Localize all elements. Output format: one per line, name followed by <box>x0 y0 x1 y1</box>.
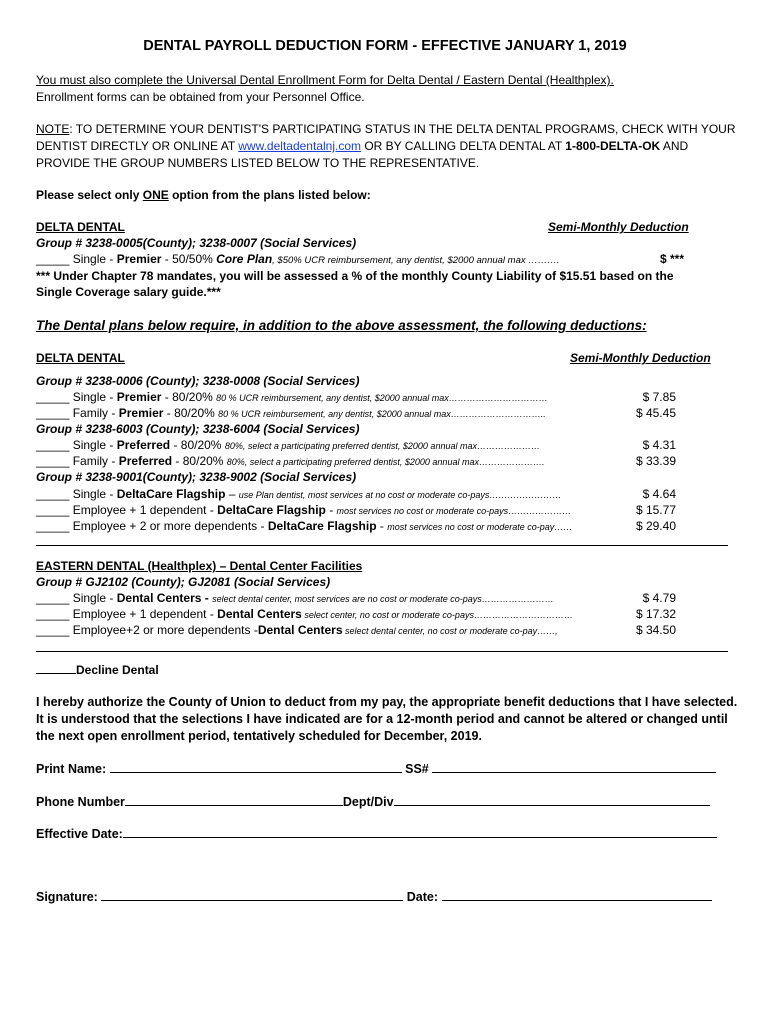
plan-name: Premier <box>118 406 164 420</box>
section2-heading: DELTA DENTAL <box>36 351 125 365</box>
option-desc: , $50% UCR reimbursement, any dentist, $2000 annual max ………. <box>272 255 560 266</box>
note-line-1 <box>36 122 736 136</box>
plan-option-row[interactable] <box>36 487 676 503</box>
plan-option-row[interactable] <box>36 454 676 470</box>
note-text-2b: OR BY CALLING DELTA DENTAL AT <box>361 139 566 153</box>
section2-deduction-label: Semi-Monthly Deduction <box>570 351 711 365</box>
option-mid: - <box>376 519 388 533</box>
option-price: $ 4.64 <box>642 487 676 501</box>
section1-heading: DELTA DENTAL <box>36 220 125 234</box>
note-text-1: : TO DETERMINE YOUR DENTIST'S PARTICIPATING STATUS IN THE DELTA DENTAL PROGRAMS, CHECK WITH YOUR <box>69 122 736 136</box>
option-pre: Single - <box>69 438 117 452</box>
option-pre: Single - <box>69 252 117 266</box>
plan-option-row[interactable] <box>36 438 676 454</box>
option-pre: Employee+2 or more dependents - <box>69 623 258 637</box>
core-plan-label: Core Plan <box>216 252 273 266</box>
option-mid: - 80/20% <box>161 390 217 404</box>
plan-option-row[interactable] <box>36 406 676 422</box>
decline-dental-option[interactable] <box>36 662 159 677</box>
intro-line-2: Enrollment forms can be obtained from your Personnel Office. <box>36 90 365 104</box>
option-mid: - <box>325 503 337 517</box>
print-name-input[interactable] <box>110 761 402 773</box>
note-text-2c: AND <box>660 139 689 153</box>
option-mid: - 50/50% <box>161 252 217 266</box>
decline-label: Decline Dental <box>76 663 159 677</box>
selection-blank[interactable]: _____ <box>36 487 70 501</box>
plan-name: DeltaCare Flagship <box>116 487 226 501</box>
plan-name: Premier <box>116 252 162 266</box>
option-mid: - 80/20% <box>163 406 219 420</box>
plan-name: DeltaCare Flagship <box>267 519 377 533</box>
option-price: $ 33.39 <box>635 454 676 468</box>
option-price: $ 4.31 <box>642 438 676 452</box>
plan-option-row[interactable] <box>36 607 676 623</box>
print-name-label: Print Name: <box>36 762 107 776</box>
group-label: Group # 3238-6003 (County); 3238-6004 (Social Services) <box>36 422 360 436</box>
group-label: Group # 3238-0006 (County); 3238-0008 (Social Services) <box>36 374 360 388</box>
option-pre: Family - <box>69 454 119 468</box>
note-line-3: PROVIDE THE GROUP NUMBERS LISTED BELOW TO THE REPRESENTATIVE. <box>36 156 480 170</box>
selection-blank[interactable]: _____ <box>36 591 70 605</box>
option-price: $ 15.77 <box>635 503 676 517</box>
select-instruction <box>36 188 371 202</box>
authorize-line-2: It is understood that the selections I have indicated are for a 12-month period and cannot be altered or changed until <box>36 712 728 726</box>
option-desc: select dental center, most services are no cost or moderate co-pays…………………… <box>212 594 554 604</box>
date-input[interactable] <box>442 889 712 901</box>
dept-input[interactable] <box>394 794 710 806</box>
plan-option-row[interactable] <box>36 591 676 607</box>
note-text-2a: DENTIST DIRECTLY OR ONLINE AT <box>36 139 239 153</box>
option-pre: Employee + 1 dependent - <box>69 607 218 621</box>
selection-blank[interactable]: _____ <box>36 503 70 517</box>
premier-core-option[interactable] <box>36 252 684 268</box>
option-price: $ 4.79 <box>642 591 676 605</box>
plan-name: DeltaCare Flagship <box>217 503 326 517</box>
option-desc: select center, no cost or moderate co-pays…………………………… <box>301 610 573 620</box>
select-pre: Please select only <box>36 188 143 202</box>
select-one: ONE <box>142 188 169 202</box>
selection-blank[interactable]: _____ <box>36 454 70 468</box>
option-pre: Employee + 1 dependent - <box>69 503 218 517</box>
phone-input[interactable] <box>125 794 343 806</box>
selection-blank[interactable]: _____ <box>36 623 70 637</box>
option-desc: 80 % UCR reimbursement, any dentist, $2000 annual max………………………….. <box>218 409 546 419</box>
effective-date-label: Effective Date: <box>36 827 123 841</box>
selection-blank[interactable]: _____ <box>36 390 70 404</box>
plan-option-row[interactable] <box>36 503 676 519</box>
divider <box>36 651 728 652</box>
option-desc: select dental center, no cost or moderate co-pay……, <box>342 626 558 636</box>
plan-option-row[interactable] <box>36 623 676 639</box>
select-post: option from the plans listed below: <box>168 188 371 202</box>
phone-row <box>36 794 710 809</box>
section1-group: Group # 3238-0005(County); 3238-0007 (Social Services) <box>36 236 357 250</box>
section3-group: Group # GJ2102 (County); GJ2081 (Social Services) <box>36 575 331 589</box>
option-desc: 80 % UCR reimbursement, any dentist, $2000 annual max…………………………… <box>216 393 548 403</box>
plan-option-row[interactable] <box>36 519 676 535</box>
print-name-row <box>36 761 716 776</box>
authorize-line-3: the next open enrollment period, tentatively scheduled for December, 2019. <box>36 729 482 743</box>
mandate-line-2: Single Coverage salary guide.*** <box>36 285 221 299</box>
section1-deduction-label: Semi-Monthly Deduction <box>548 220 689 234</box>
section3-heading: EASTERN DENTAL (Healthplex) – Dental Center Facilities <box>36 559 363 573</box>
option-desc: most services no cost or moderate co-pay…… <box>387 522 573 532</box>
option-desc: most services no cost or moderate co-pays………………… <box>336 506 572 516</box>
intro-line-1: You must also complete the Universal Dental Enrollment Form for Delta Dental / Eastern Dental (Healthplex). <box>36 73 614 87</box>
effective-date-input[interactable] <box>123 826 717 838</box>
signature-input[interactable] <box>101 889 403 901</box>
option-desc: 80%, select a participating preferred dentist, $2000 annual max…………………. <box>226 457 545 467</box>
selection-blank[interactable]: _____ <box>36 438 70 452</box>
option-price: $ *** <box>659 252 684 266</box>
authorize-line-1: I hereby authorize the County of Union to deduct from my pay, the appropriate benefit deductions that I have selected. <box>36 695 738 709</box>
selection-blank[interactable]: _____ <box>36 252 70 266</box>
phone-label: Phone Number <box>36 795 125 809</box>
option-price: $ 7.85 <box>642 390 676 404</box>
delta-dental-link[interactable]: www.deltadentalnj.com <box>238 139 361 153</box>
ss-input[interactable] <box>432 761 716 773</box>
option-price: $ 29.40 <box>635 519 676 533</box>
option-desc: 80%, select a participating preferred dentist, $2000 annual max………………… <box>224 441 540 451</box>
plan-name: Dental Centers <box>217 607 302 621</box>
note-line-2 <box>36 139 688 153</box>
option-price: $ 17.32 <box>635 607 676 621</box>
option-mid: - 80/20% <box>170 438 225 452</box>
signature-row <box>36 889 712 904</box>
option-pre: Single - <box>69 390 117 404</box>
option-pre: Employee + 2 or more dependents - <box>69 519 268 533</box>
dept-label: Dept/Div <box>342 795 394 809</box>
selection-blank[interactable]: _____ <box>36 406 70 420</box>
group-label: Group # 3238-9001(County); 3238-9002 (Social Services) <box>36 470 357 484</box>
decline-blank[interactable] <box>36 662 76 674</box>
plan-name: Dental Centers - <box>116 591 213 605</box>
plan-name: Dental Centers <box>257 623 343 637</box>
note-label: NOTE <box>36 122 70 136</box>
ss-label: SS# <box>405 762 429 776</box>
option-pre: Single - <box>69 487 117 501</box>
form-title: DENTAL PAYROLL DEDUCTION FORM - EFFECTIVE JANUARY 1, 2019 <box>143 38 627 54</box>
date-label: Date: <box>406 890 439 904</box>
divider <box>36 545 728 546</box>
phone-number: 1-800-DELTA-OK <box>565 139 661 153</box>
selection-blank[interactable]: _____ <box>36 607 70 621</box>
selection-blank[interactable]: _____ <box>36 519 70 533</box>
plan-name: Premier <box>116 390 162 404</box>
plan-name: Preferred <box>118 454 173 468</box>
option-mid: – <box>225 487 239 501</box>
effective-date-row <box>36 826 717 841</box>
signature-label: Signature: <box>36 890 98 904</box>
plan-option-row[interactable] <box>36 390 676 406</box>
option-price: $ 34.50 <box>635 623 676 637</box>
require-heading: The Dental plans below require, in addition to the above assessment, the following deductions: <box>36 318 647 333</box>
option-desc: use Plan dentist, most services at no cost or moderate co-pays…………………… <box>238 490 562 500</box>
option-mid: - 80/20% <box>172 454 227 468</box>
option-pre: Single - <box>69 591 117 605</box>
mandate-line-1: *** Under Chapter 78 mandates, you will be assessed a % of the monthly County Liability of $15.51 based on the <box>36 269 674 283</box>
option-pre: Family - <box>69 406 119 420</box>
option-price: $ 45.45 <box>635 406 676 420</box>
plan-name: Preferred <box>116 438 171 452</box>
